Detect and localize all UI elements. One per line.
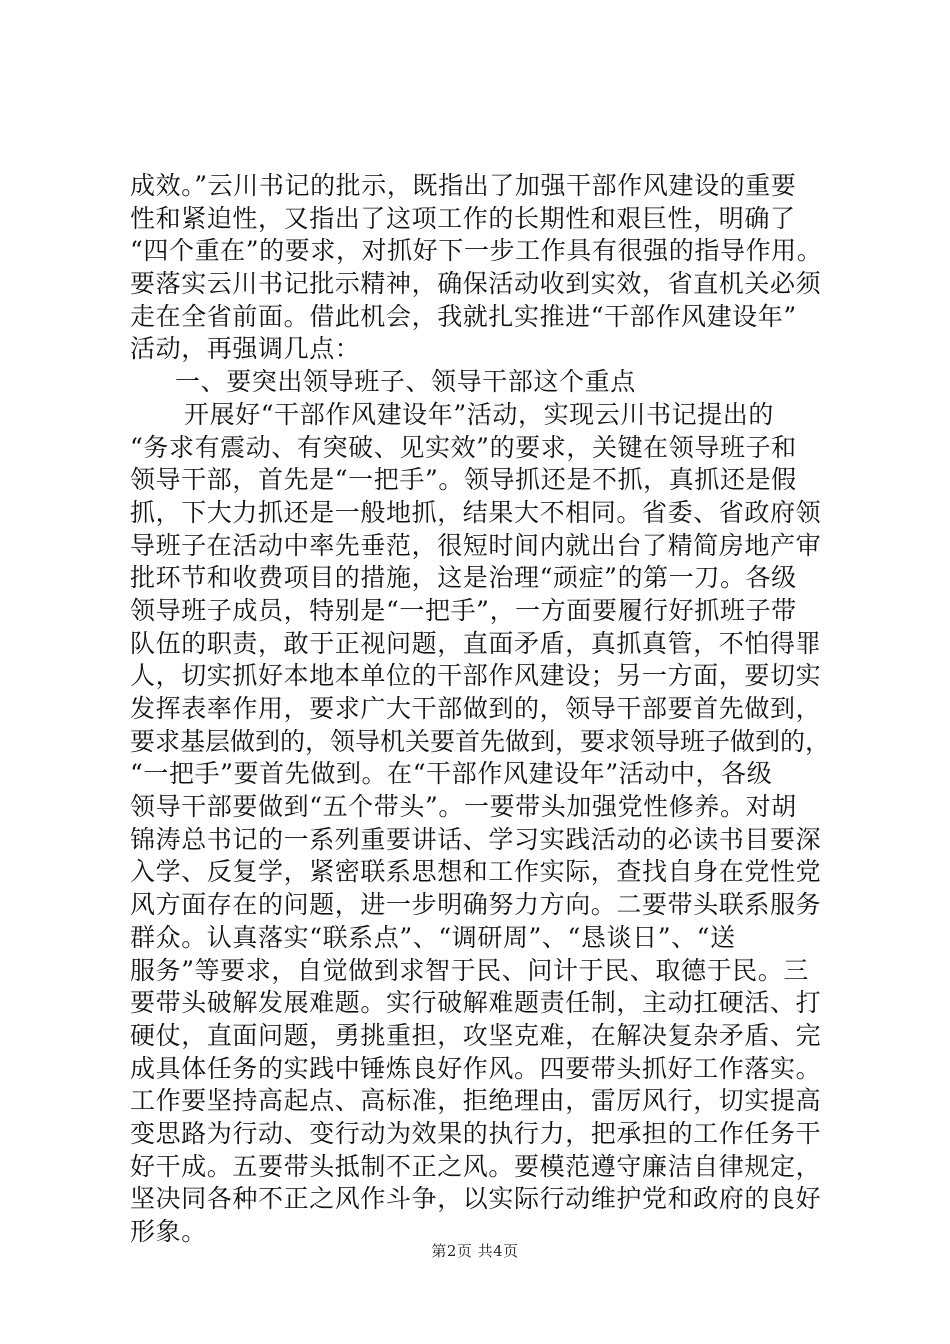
- text-line: 人，切实抓好本地本单位的干部作风建设；另一方面，要切实: [130, 661, 822, 691]
- text-line: 好干成。五要带头抵制不正之风。要模范遵守廉洁自律规定，: [130, 1151, 822, 1181]
- text-line: 领导班子成员，特别是“一把手”，一方面要履行好抓班子带: [130, 595, 797, 625]
- text-line: 要求基层做到的，领导机关要首先做到，要求领导班子做到的，: [130, 726, 831, 756]
- text-line: 要落实云川书记批示精神，确保活动收到实效，省直机关必须: [130, 269, 822, 299]
- page-number-footer: 第2页 共4页: [431, 1242, 519, 1260]
- text-line: 成具体任务的实践中锤炼良好作风。四要带头抓好工作落实。: [130, 1053, 822, 1083]
- text-line: 活动，再强调几点：: [130, 334, 361, 364]
- text-line: “一把手”要首先做到。在“干部作风建设年”活动中，各级: [130, 759, 773, 789]
- text-line: 导班子在活动中率先垂范，很短时间内就出台了精简房地产审: [130, 530, 822, 560]
- text-line: “四个重在”的要求，对抓好下一步工作具有很强的指导作用。: [130, 236, 823, 266]
- text-line: 工作要坚持高起点、高标准，拒绝理由，雷厉风行，切实提高: [130, 1086, 822, 1116]
- text-line: 风方面存在的问题，进一步明确努力方向。二要带头联系服务: [130, 890, 822, 920]
- text-line: 变思路为行动、变行动为效果的执行力，把承担的工作任务干: [130, 1118, 822, 1148]
- text-line: 服务”等要求，自觉做到求智于民、问计于民、取德于民。三: [130, 955, 809, 985]
- text-line: 坚决同各种不正之风作斗争，以实际行动维护党和政府的良好: [130, 1184, 822, 1214]
- text-line: “务求有震动、有突破、见实效”的要求，关键在领导班子和: [130, 432, 797, 462]
- paragraph-first-line: 开展好“干部作风建设年”活动，实现云川书记提出的: [184, 399, 774, 429]
- text-line: 领导干部，首先是“一把手”。领导抓还是不抓，真抓还是假: [130, 465, 797, 495]
- text-line: 锦涛总书记的一系列重要讲话、学习实践活动的必读书目要深: [130, 824, 822, 854]
- text-line: 性和紧迫性，又指出了这项工作的长期性和艰巨性，明确了: [130, 203, 796, 233]
- text-line: 群众。认真落实“联系点”、“调研周”、“恳谈日”、“送: [130, 922, 736, 952]
- text-line: 队伍的职责，敢于正视问题，直面矛盾，真抓真管，不怕得罪: [130, 628, 822, 658]
- text-line: 走在全省前面。借此机会，我就扎实推进“干部作风建设年”: [130, 301, 797, 331]
- text-line: 领导干部要做到“五个带头”。一要带头加强党性修养。对胡: [130, 792, 797, 822]
- text-line: 发挥表率作用，要求广大干部做到的，领导干部要首先做到，: [130, 694, 822, 723]
- text-line: 成效。”云川书记的批示，既指出了加强干部作风建设的重要: [130, 171, 797, 200]
- text-line: 入学、反复学，紧密联系思想和工作实际，查找自身在党性党: [130, 857, 822, 887]
- text-line: 要带头破解发展难题。实行破解难题责任制，主动扛硬活、打: [130, 988, 822, 1018]
- document-body: [130, 170, 835, 1249]
- text-line: 批环节和收费项目的措施，这是治理“顽症”的第一刀。各级: [130, 563, 797, 593]
- section-heading: 一、要突出领导班子、领导干部这个重点: [175, 367, 636, 397]
- text-line: 抓，下大力抓还是一般地抓，结果大不相同。省委、省政府领: [130, 497, 822, 527]
- text-line: 硬仗，直面问题，勇挑重担，攻坚克难，在解决复杂矛盾、完: [130, 1020, 822, 1050]
- text-line: 形象。: [130, 1217, 207, 1246]
